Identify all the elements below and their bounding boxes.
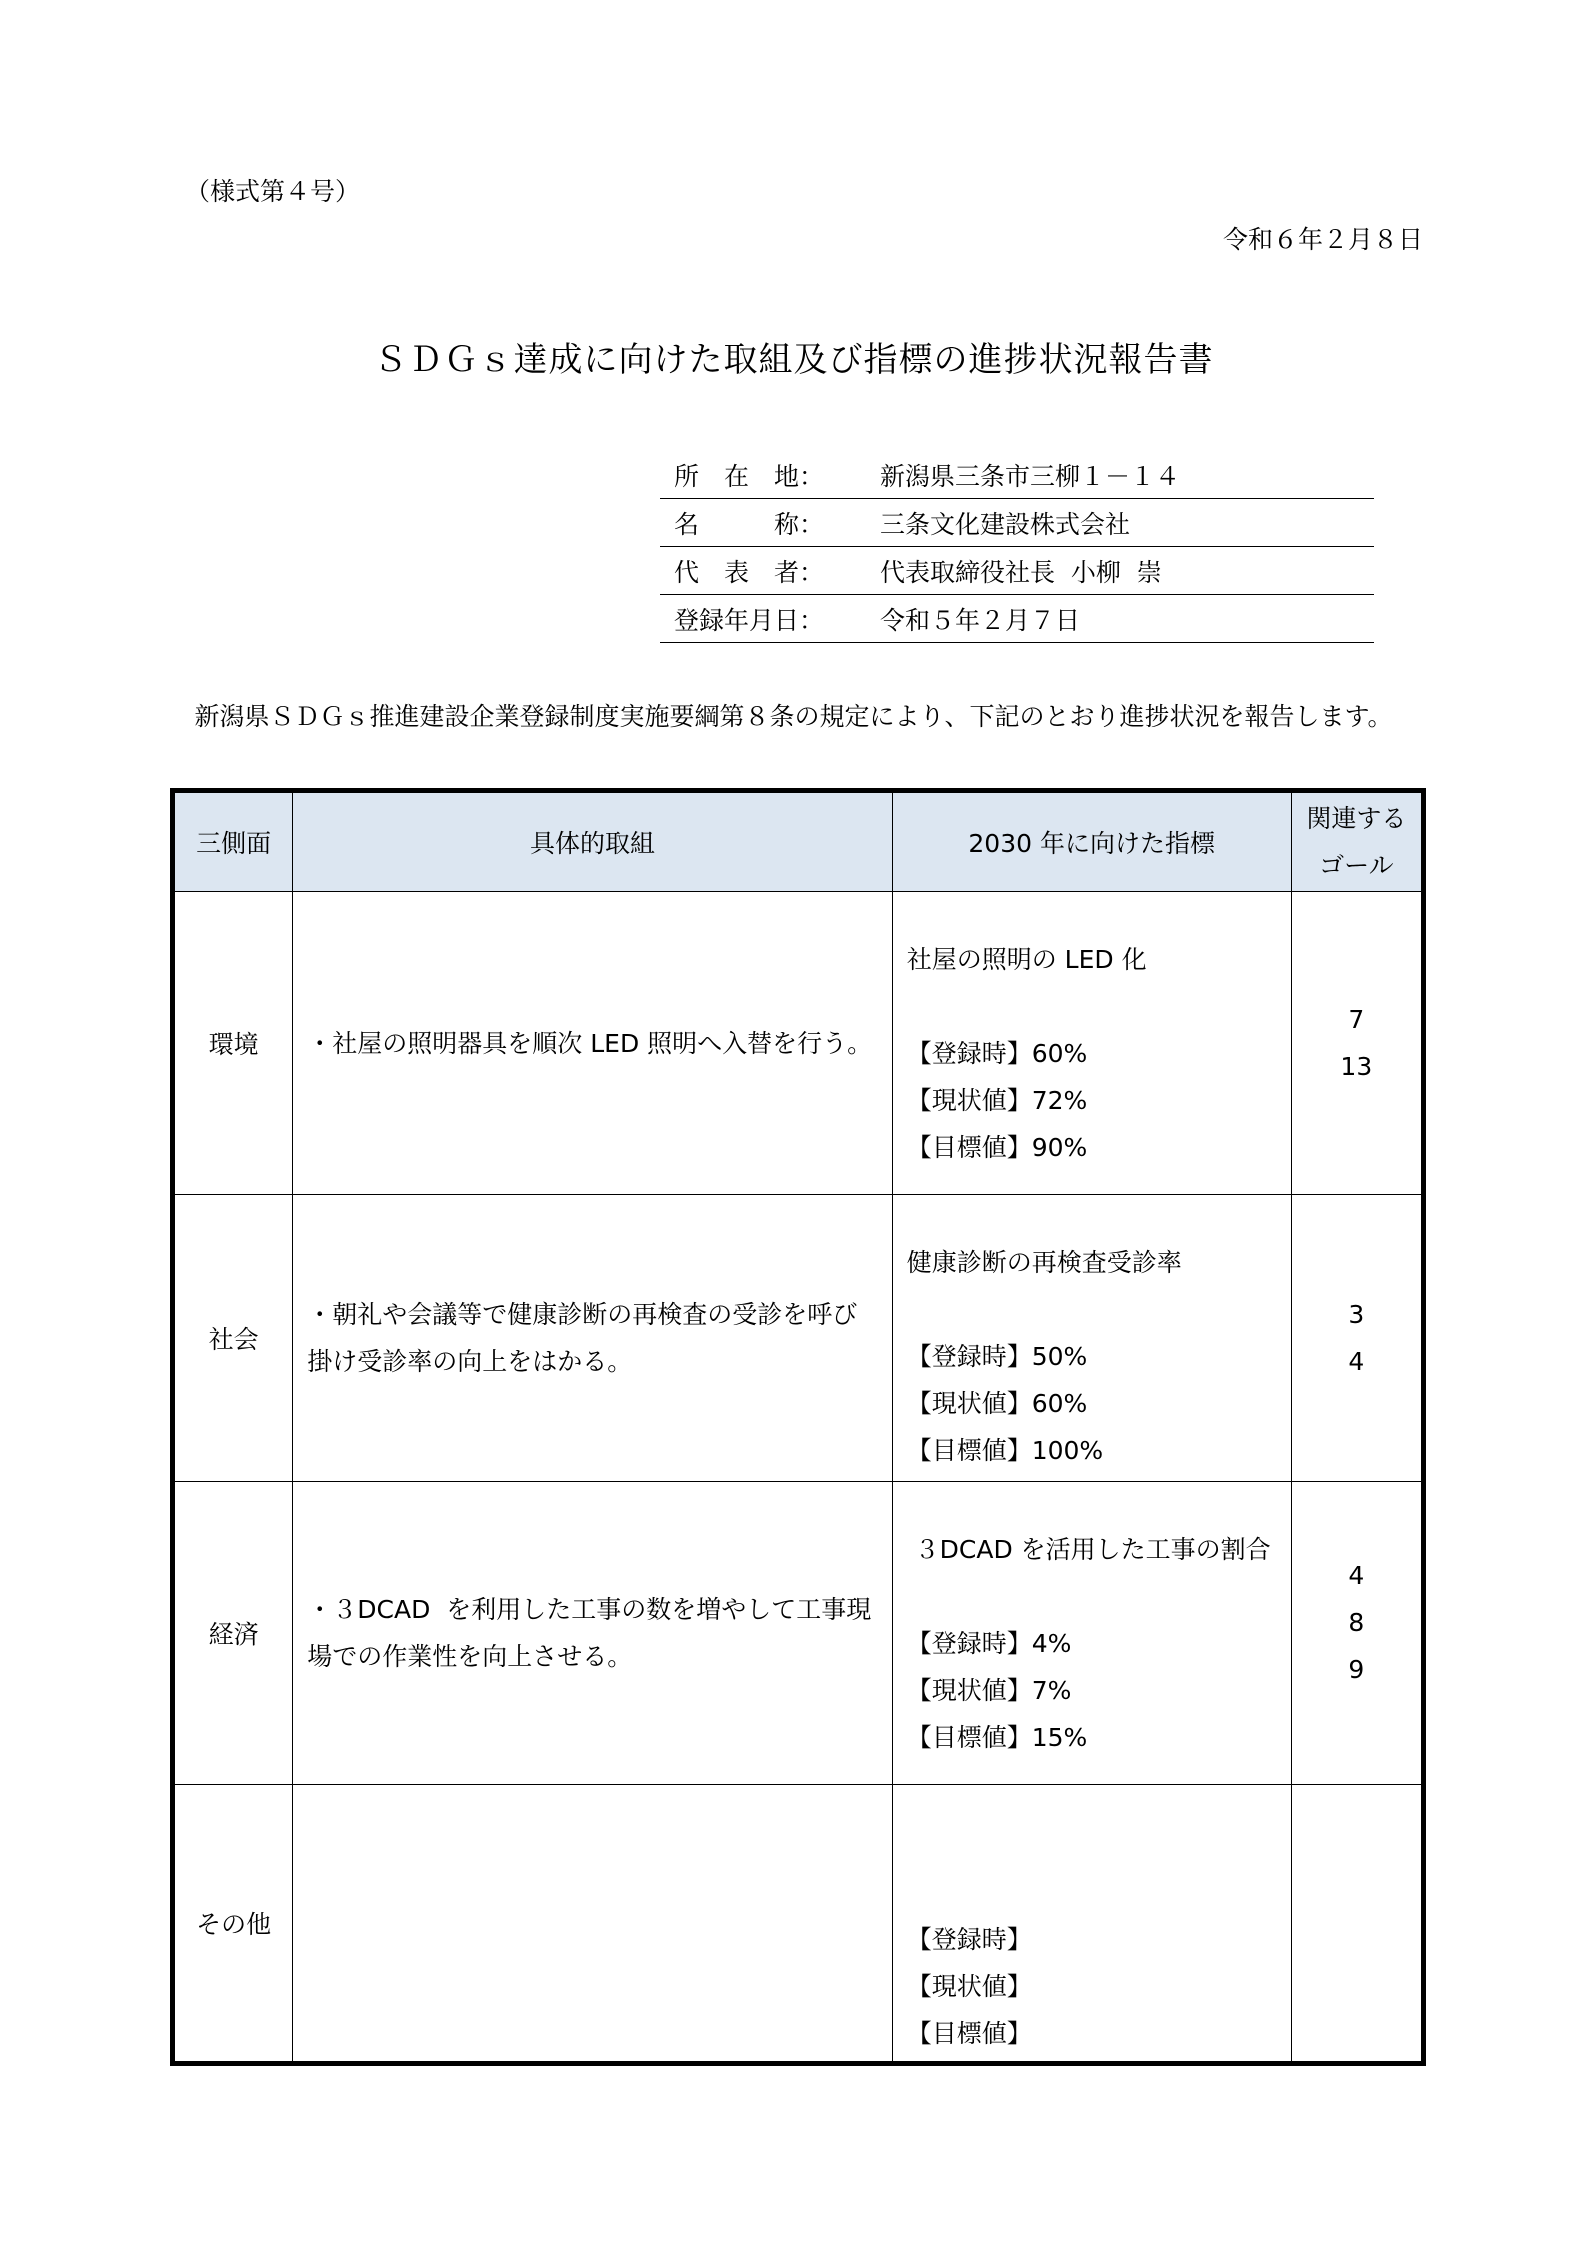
current-value: 【現状値】 (906, 1972, 1032, 2001)
company-name-row (660, 499, 1374, 547)
intro-text: 新潟県ＳＤＧｓ推進建設企業登録制度実施要綱第８条の規定により、下記のとおり進捗状況を報告します。 (194, 702, 1393, 731)
goal-number: 3 (1348, 1300, 1365, 1329)
header-goals (1291, 791, 1423, 892)
row-goals (1291, 1195, 1423, 1482)
header-action: 具体的取組 (293, 791, 892, 892)
progress-table (170, 788, 1426, 2066)
representative-label: 代 表 者： (674, 557, 825, 587)
indicator-name: 健康診断の再検査受診率 (906, 1248, 1182, 1277)
indicator-name: ３DCAD を活用した工事の割合 (906, 1535, 1271, 1564)
current-value: 【現状値】7% (906, 1676, 1072, 1705)
row-indicator (892, 892, 1291, 1195)
registered-value: 【登録時】50% (906, 1342, 1088, 1371)
row-action (293, 1195, 892, 1482)
table-row (173, 1785, 1424, 2064)
goal-number: 8 (1348, 1608, 1365, 1637)
target-value: 【目標値】90% (906, 1133, 1088, 1162)
row-indicator (892, 1785, 1291, 2064)
header-aspect: 三側面 (173, 791, 293, 892)
company-info (660, 451, 1374, 643)
goal-number: 4 (1348, 1347, 1365, 1376)
action-line: ・朝礼や会議等で健康診断の再検査の受診を呼び (307, 1300, 858, 1329)
row-action (293, 892, 892, 1195)
page-title: ＳＤＧｓ達成に向けた取組及び指標の進捗状況報告書 (373, 340, 1214, 380)
registered-value: 【登録時】60% (906, 1039, 1088, 1068)
table-row (173, 892, 1424, 1195)
registered-value: 【登録時】4% (906, 1629, 1072, 1658)
target-value: 【目標値】 (906, 2019, 1032, 2048)
target-value: 【目標値】15% (906, 1723, 1088, 1752)
address-value: 新潟県三条市三柳１－１４ (880, 461, 1181, 491)
row-aspect: 経済 (173, 1482, 293, 1785)
form-number: （様式第４号） (185, 177, 361, 206)
row-goals (1291, 1785, 1423, 2064)
goal-number: 4 (1348, 1561, 1365, 1590)
header-indicator: 2030 年に向けた指標 (892, 791, 1291, 892)
registration-date-value: 令和５年２月７日 (880, 605, 1081, 635)
target-value: 【目標値】100% (906, 1436, 1104, 1465)
row-action (293, 1785, 892, 2064)
address-label: 所 在 地： (674, 461, 825, 491)
goal-number: 7 (1348, 1005, 1365, 1034)
indicator-name: 社屋の照明の LED 化 (906, 945, 1147, 974)
row-aspect: 環境 (173, 892, 293, 1195)
representative-value: 代表取締役社長 小柳 崇 (880, 557, 1162, 587)
row-indicator (892, 1195, 1291, 1482)
action-line: 場での作業性を向上させる。 (307, 1642, 633, 1671)
company-address-row (660, 451, 1374, 499)
registration-date-label: 登録年月日： (674, 605, 825, 635)
current-value: 【現状値】72% (906, 1086, 1088, 1115)
representative-row (660, 547, 1374, 595)
report-date: 令和６年２月８日 (1222, 225, 1423, 254)
action-line: 掛け受診率の向上をはかる。 (307, 1347, 633, 1376)
header-goals-line-2: ゴール (1319, 851, 1394, 880)
registration-date-row (660, 595, 1374, 643)
name-value: 三条文化建設株式会社 (880, 509, 1131, 539)
row-goals (1291, 1482, 1423, 1785)
header-goals-line-1: 関連する (1306, 804, 1407, 833)
action-line: ・社屋の照明器具を順次 LED 照明へ入替を行う。 (307, 1028, 873, 1058)
goal-number: 13 (1340, 1052, 1373, 1081)
registered-value: 【登録時】 (906, 1925, 1032, 1954)
table-row (173, 1195, 1424, 1482)
goal-number: 9 (1348, 1655, 1365, 1684)
action-line: ・３DCAD を利用した工事の数を増やして工事現 (307, 1595, 872, 1624)
row-goals (1291, 892, 1423, 1195)
row-indicator (892, 1482, 1291, 1785)
row-action (293, 1482, 892, 1785)
row-aspect: その他 (173, 1785, 293, 2064)
row-aspect: 社会 (173, 1195, 293, 1482)
current-value: 【現状値】60% (906, 1389, 1088, 1418)
name-label: 名 称： (674, 509, 825, 539)
table-header-row (173, 791, 1424, 892)
table-row (173, 1482, 1424, 1785)
